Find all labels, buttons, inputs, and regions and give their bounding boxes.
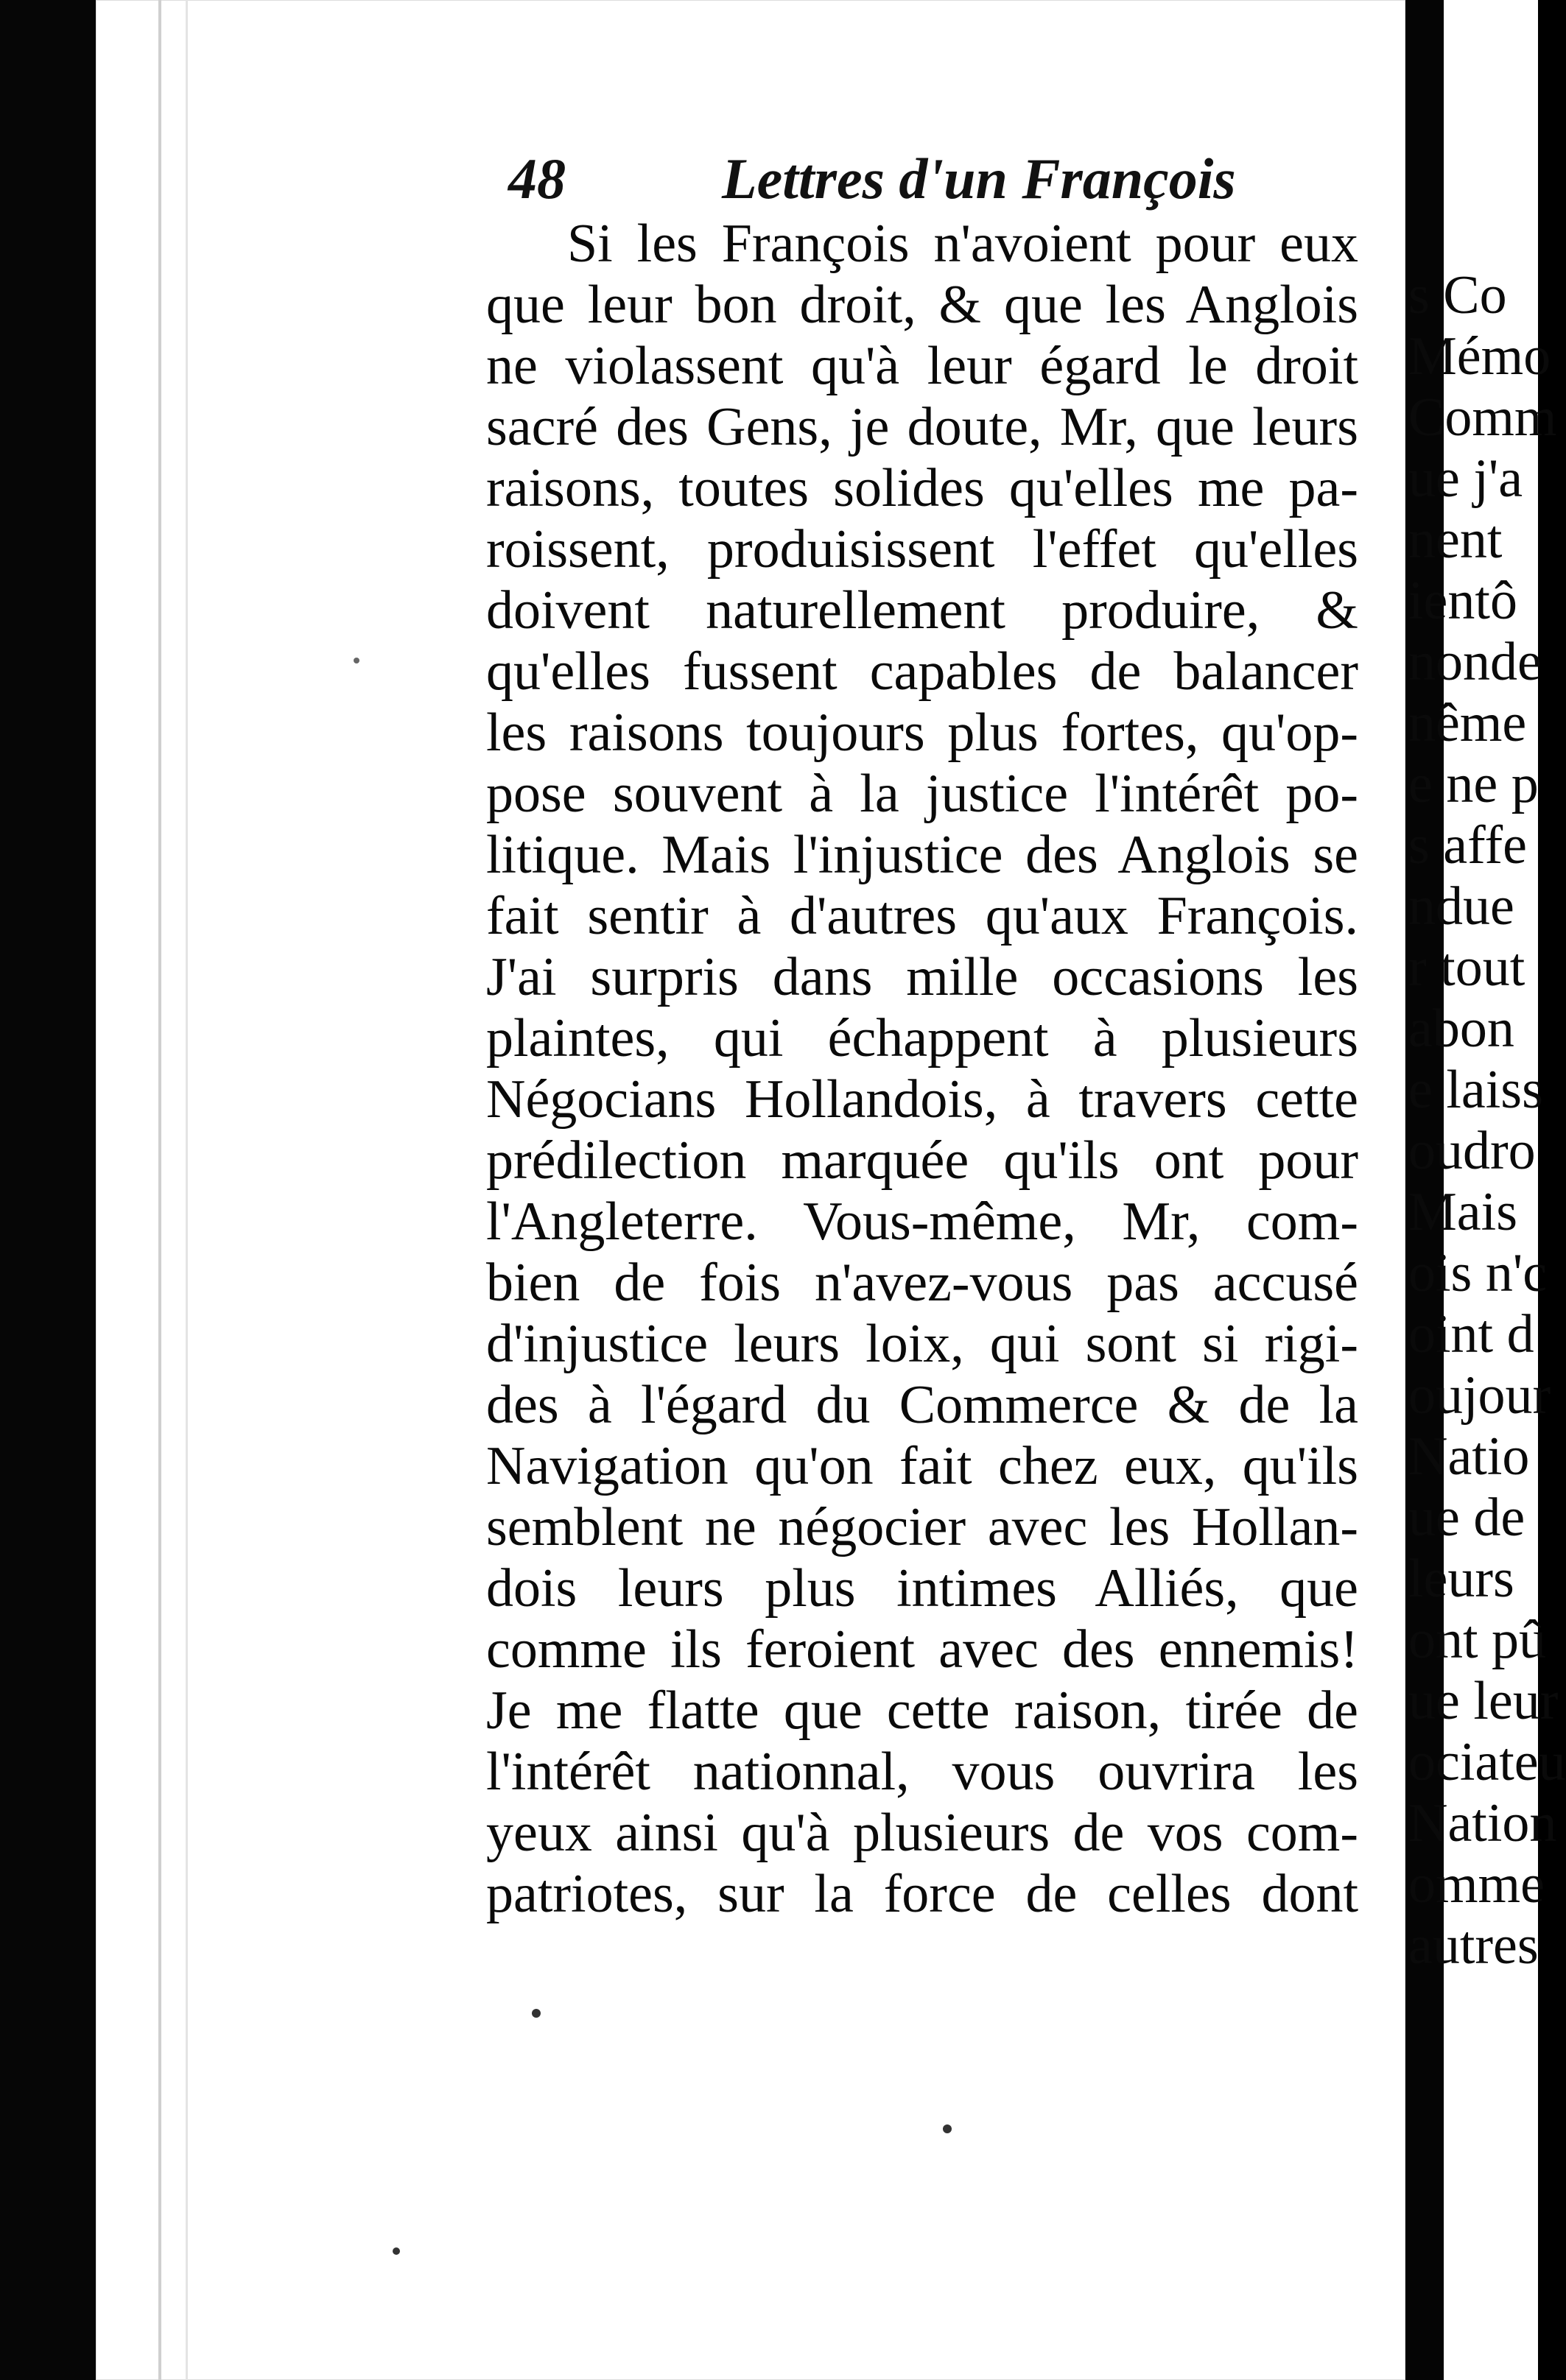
right-page-line: r tout (1408, 937, 1525, 998)
scan-background-left (0, 0, 96, 2380)
right-page-line: s Co (1408, 265, 1507, 325)
running-title: Lettres d'un François (722, 147, 1236, 211)
text-line: yeux ainsi qu'à plusieurs de vos com- (486, 1803, 1358, 1863)
right-page-line: nent (1408, 510, 1503, 570)
right-page-line: ientô (1408, 571, 1517, 631)
text-line: les raisons toujours plus fortes, qu'op- (486, 703, 1358, 763)
right-page-line: Mémo (1408, 326, 1551, 387)
text-line: patriotes, sur la force de celles dont (486, 1864, 1358, 1924)
text-line: doivent naturellement produire, & (486, 580, 1358, 641)
text-line: raisons, toutes solides qu'elles me pa- (486, 458, 1358, 518)
right-page-line: omme (1408, 1854, 1545, 1915)
right-page-line: oudro (1408, 1121, 1536, 1181)
page-fold-shadow (158, 0, 161, 2380)
right-page-line: Mais (1408, 1182, 1517, 1242)
right-page-line: oujour (1408, 1365, 1551, 1426)
right-page-line: s affe (1408, 815, 1527, 876)
text-line: Si les François n'avoient pour eux (567, 214, 1358, 274)
right-page-line: ndue (1408, 876, 1514, 937)
text-line: Navigation qu'on fait chez eux, qu'ils (486, 1436, 1358, 1496)
text-line: dois leurs plus intimes Alliés, que (486, 1558, 1358, 1619)
right-page-line: ue j'a (1408, 448, 1523, 509)
right-page-line: nême (1408, 693, 1527, 753)
text-line: d'injustice leurs loix, qui sont si rigi- (486, 1314, 1358, 1374)
text-line: Je me flatte que cette raison, tirée de (486, 1680, 1358, 1741)
right-page-line: oint d (1408, 1304, 1534, 1365)
page-fold-shadow-faint (186, 0, 188, 2380)
body-text (486, 214, 1358, 1925)
text-line: comme ils feroient avec des ennemis! (486, 1619, 1358, 1680)
right-page-line: e ne p (1408, 754, 1539, 814)
text-line: pose souvent à la justice l'intérêt po- (486, 764, 1358, 824)
right-page-line: abon (1408, 999, 1514, 1059)
text-line: Négocians Hollandois, à travers cette (486, 1069, 1358, 1130)
text-line: que leur bon droit, & que les Anglois (486, 275, 1358, 335)
paper-speck (532, 2009, 541, 2018)
text-line: bien de fois n'avez-vous pas accusé (486, 1253, 1358, 1313)
right-page-line: nonde (1408, 632, 1542, 692)
right-page-line: Comm (1408, 387, 1557, 448)
text-line: J'ai surpris dans mille occasions les (486, 947, 1358, 1007)
text-line: qu'elles fussent capables de balancer (486, 641, 1358, 702)
text-line: l'intérêt nationnal, vous ouvrira les (486, 1742, 1358, 1802)
right-page-line: Natio (1408, 1426, 1530, 1487)
right-page-line: ue leur (1408, 1671, 1559, 1731)
paper-speck (354, 658, 359, 663)
right-page-text (1408, 265, 1566, 1976)
text-line: prédilection marquée qu'ils ont pour (486, 1130, 1358, 1191)
text-line: l'Angleterre. Vous-même, Mr, com- (486, 1191, 1358, 1252)
text-line: litique. Mais l'injustice des Anglois se (486, 825, 1358, 885)
right-page-line: leurs (1408, 1549, 1514, 1609)
right-page-line: autres (1408, 1915, 1539, 1976)
page-number: 48 (508, 147, 566, 211)
right-page-line: ociateu (1408, 1732, 1566, 1792)
text-line: des à l'égard du Commerce & de la (486, 1375, 1358, 1435)
right-page-line: ont pû (1408, 1610, 1547, 1670)
paper-speck (393, 2247, 400, 2255)
text-line: plaintes, qui échappent à plusieurs (486, 1008, 1358, 1068)
right-page-line: e laiss (1408, 1060, 1543, 1120)
text-line: ne violassent qu'à leur égard le droit (486, 336, 1358, 396)
right-page-line: Nation (1408, 1793, 1557, 1853)
right-page-line: ue de (1408, 1488, 1525, 1548)
text-line: roissent, produisissent l'effet qu'elles (486, 519, 1358, 580)
text-line: semblent ne négocier avec les Hollan- (486, 1497, 1358, 1557)
right-page-line: ois n'c (1408, 1243, 1548, 1303)
paper-speck (943, 2124, 952, 2133)
text-line: fait sentir à d'autres qu'aux François. (486, 886, 1358, 946)
running-head (508, 146, 1236, 212)
text-line: sacré des Gens, je doute, Mr, que leurs (486, 397, 1358, 457)
